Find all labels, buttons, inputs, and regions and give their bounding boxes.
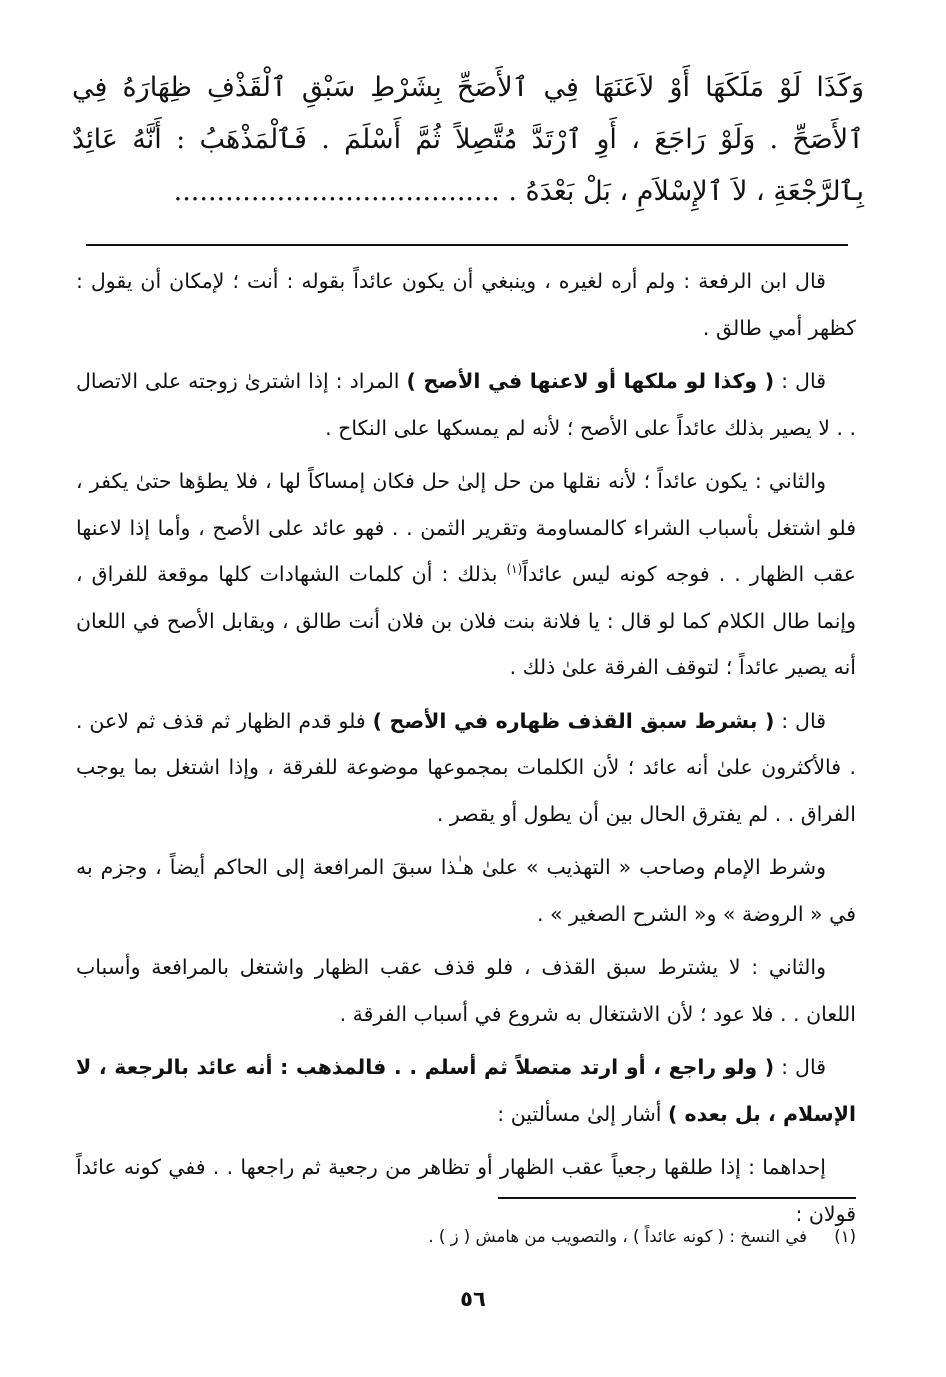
commentary-paragraph-6: والثاني : لا يشترط سبق القذف ، فلو قذف عقب الظهار واشتغل بالمرافعة وأسباب اللعان . . فلا عود ؛ لأن الاشتغال به شروع في أسباب الفرقة . [76, 955, 856, 1026]
page-number: ٥٦ [460, 1287, 486, 1311]
paragraph-text: فلو قدم الظهار ثم قذف ثم لاعن . . فالأكثرون علىٰ أنه عائد ؛ لأن الكلمات بمجموعها موضوعة للفرقة ، وإذا اشتغل بما يوجب الفراق . . لم يفترق الحال بين أن يطول أو يقصر . [76, 708, 856, 826]
commentary-paragraph-3 [76, 458, 856, 691]
matn-quote: ( وكذا لو ملكها أو لاعنها في الأصح ) [406, 369, 775, 393]
commentary-paragraph-2 [76, 358, 856, 451]
qala-label: قال : [774, 1055, 826, 1079]
footnote-ref: (١) [506, 562, 523, 577]
commentary [76, 258, 856, 1244]
commentary-paragraph-4 [76, 698, 856, 838]
matn-dots: ...................................... [173, 176, 500, 207]
commentary-paragraph-1: قال ابن الرفعة : ولم أره لغيره ، وينبغي أن يكون عائداً بقوله : أنت ؛ لإمكان أن يقول : كظهر أمي طالق . [76, 269, 856, 340]
matn-quote: ( بشرط سبق القذف ظهاره في الأصح ) [372, 708, 775, 733]
paragraph-text: بذلك : أن كلمات الشهادات كلها موقعة للفراق ، وإنما طال الكلام كما لو قال : يا فلانة بنت فلان بن فلان أنت طالق ، ويقابل الأصح في اللعان أنه يصير عائداً ؛ لتوقف الفرقة علىٰ ذلك . [76, 562, 856, 679]
commentary-paragraph-5: وشرط الإمام وصاحب « التهذيب » علىٰ هـٰذا سبقَ المرافعة إلى الحاكم أيضاً ، وجزم به في « الروضة » و« الشرح الصغير » . [76, 855, 856, 926]
footnote-text: في النسخ : ( كونه عائداً ) ، والتصويب من هامش ( ز ) . [428, 1227, 807, 1246]
footnote-number: (١) [834, 1227, 856, 1246]
footnote [86, 1223, 856, 1251]
matn-verse: وَكَذَا لَوْ مَلَكَهَا أَوْ لاَعَنَهَا فِي ٱلأَصَحِّ بِشَرْطِ سَبْقِ ٱلْقَذْفِ ظِهَارَهُ فِي ٱلأَصَحِّ . وَلَوْ رَاجَعَ ، أَوِ ٱرْتَدَّ مُتَّصِلاً ثُمَّ أَسْلَمَ . فَٱلْمَذْهَبُ : أَنَّهُ عَائِدٌ بِٱلرَّجْعَةِ ، لاَ ٱلإِسْلاَمِ ، بَلْ بَعْدَهُ . [72, 72, 864, 207]
matn-divider [86, 244, 848, 246]
paragraph-text: أشار إلىٰ مسألتين : [497, 1101, 669, 1126]
qala-label: قال : [774, 708, 826, 733]
matn-text [72, 62, 864, 218]
commentary-paragraph-8: إحداهما : إذا طلقها رجعياً عقب الظهار أو تظاهر من رجعية ثم راجعها . . ففي كونه عائداً قولان : [76, 1155, 856, 1226]
paragraph-text: والثاني : يكون عائداً ؛ لأنه نقلها من حل إلىٰ حل فكان إمساكاً لها ، فلا يطؤها حتىٰ يكفر ، فلو اشتغل بأسباب الشراء كالمساومة وتقرير الثمن . . فهو عائد على الأصح ، وأما إذا لاعنها عقب الظهار . . فوجه كونه ليس عائداً [76, 469, 856, 586]
matn-quote: ( ولو راجع ، أو ارتد متصلاً ثم أسلم . . فالمذهب : أنه عائد بالرجعة ، لا الإسلام ، بل بعده ) [76, 1055, 856, 1126]
paragraph-text: المراد : إذا اشترىٰ زوجته على الاتصال . . لا يصير بذلك عائداً على الأصح ؛ لأنه لم يمسكها على النكاح . [76, 369, 856, 440]
qala-label: قال : [774, 369, 826, 393]
footnote-divider [498, 1197, 856, 1199]
commentary-paragraph-7 [76, 1044, 856, 1137]
